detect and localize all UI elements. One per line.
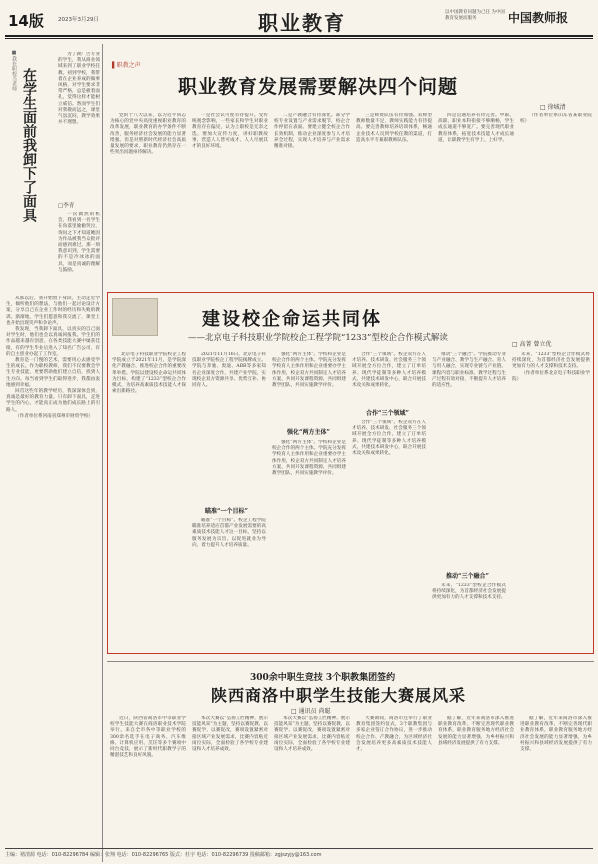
left-paragraph: （作者单位系河南省郑州市财贸学校）	[15, 413, 94, 419]
left-paragraph: 我发现，当我卸下面具，以真实的自己面对学生时，他们也会以真诚回报我。学生们的作品越来越有创意，在各类技能大赛中屡获佳绩，有的学生毕业后进入了知名广告公司，有的自主创业办起了工作室。	[6, 327, 100, 357]
left-article-body-bottom	[6, 296, 100, 844]
masthead-rule-thin	[5, 38, 593, 39]
feature-paragraph: 强化“两方主体”。学校和企业是校企合作的两个主体。学院充分发挥学校育人主体作用和企业重要办学主体作用，校企双方共同制定人才培养方案、共同开发课程资源、共同组建教学团队、共同实施教学评价。	[272, 440, 346, 477]
bottom-article-author: □ 通讯员 尚聪	[291, 708, 331, 715]
top-article-col-1	[110, 113, 186, 285]
paper-slogan: 以中国教育问题为己任 为中国教育发展而服务	[445, 10, 505, 21]
left-article-body-mid	[58, 212, 100, 292]
bottom-col-1	[110, 716, 186, 844]
feature-paragraph: 推动“三个融合”。学院推动专业与产业融合、教学与生产融合、育人与用人融合，实现专业链与产业链、课程内容与职业标准、教学过程与生产过程有效对接，不断提升人才培养的适应性。	[432, 352, 506, 389]
bottom-col-3	[274, 716, 350, 844]
bottom-paragraph: 近日，陕西省商洛市中等职业学校学生技能大赛在商洛职业技术学院举行。来自全市各中等职业学校的300余名选手在电子商务、汽车维修、计算机应用、烹饪等多个赛项中同台竞技，展示了新时代职教学子的精湛技艺和良好风貌。	[110, 716, 186, 759]
column-tag: ▌职教之声	[112, 62, 141, 69]
feature-col-2-bottom	[192, 518, 266, 648]
feature-col-4-top	[352, 352, 426, 404]
left-paragraph: 从那以后，我开始放下身段，主动走近学生，倾听他们的想法，与他们一起讨论设计方案，分享自己在企业工作时的经历和失败的教训。渐渐地，学生们愿意和我交流了，课堂上也开始出现笑声和争论声。	[6, 296, 100, 326]
top-paragraph: （作者单位系山东省某职业院校）	[520, 113, 592, 125]
issue-date: 2023年3月29日	[58, 17, 99, 23]
top-article-title: 职业教育发展需要解决四个问题	[178, 76, 459, 98]
top-article-col-4	[356, 113, 432, 285]
feature-subtitle: ——北京电子科技职业学院校企工程学院“1233”型校企合作模式解读	[188, 333, 448, 343]
top-paragraph: 二是产教融合有待深化。部分学校专业设置与产业需求脱节，校企合作停留在表面。要建立健全校企合作长效机制，推动企业深度参与人才培养全过程，实现人才培养与产业需求精准对接。	[274, 113, 350, 150]
feature-title: 建设校企命运共同体	[202, 309, 382, 330]
bottom-col-6	[520, 716, 592, 844]
top-paragraph: 一是社会认可度有待提升。受传统观念影响，一些家长和学生对职业教育存在偏见，认为上职校是无奈之选。要加大宣传力度，讲好职教故事，营造人人皆可成才、人人尽展其才的良好环境。	[192, 113, 268, 150]
feature-logo-image	[112, 298, 158, 336]
top-article-col-3	[274, 113, 350, 285]
feature-subhead-4: 推动“三个融合”	[446, 573, 489, 580]
top-article-col-5	[438, 113, 514, 285]
top-article-col-6	[520, 113, 592, 285]
page-number: 14版	[8, 12, 44, 30]
feature-col-6	[512, 352, 590, 648]
footer-rule	[5, 848, 593, 849]
feature-subhead-3: 合作“三个领域”	[366, 410, 409, 417]
feature-paragraph: 瞄准“一个目标”。校企工程学院瞄准培养适应首都产业发展需要的高素质技术技能人才这一目标，坚持以服务发展为宗旨、以促进就业为导向，着力提升人才培养质量。	[192, 518, 266, 548]
feature-paragraph: 未来，“1233”型校企合作模式将持续深化，为首都经济社会发展提供更加有力的人才支撑和技术支持。	[432, 583, 506, 601]
feature-paragraph: 北京电子科技职业学院校企工程学院成立于2021年11月，是学院深化产教融合、推进校企合作的重要改革举措。学院以建设校企命运共同体为目标，构建了“1233”型校企合作模式，为培养高素质技术技能人才探索出新路径。	[112, 352, 186, 395]
feature-paragraph: 强化“两方主体”。学校和企业是校企合作的两个主体。学院充分发挥学校育人主体作用和企业重要办学主体作用，校企双方共同制定人才培养方案、共同开发课程资源、共同组建教学团队、共同实施教学评价。	[272, 352, 346, 389]
section-title: 职业教育	[258, 11, 346, 35]
footer-credits: 主编：褚清源 电话：010-82296784 编辑：张翔 电话：010-82296765 版式：杜宇 电话：010-82296739 投稿邮箱：zgjszyjy@163.com	[5, 852, 322, 858]
bottom-paragraph: 大赛期间，商洛市还举行了职业教育集团签约仪式，3个职教集团与多家企业签订合作协议，进一步推动校企合作、产教融合，为区域经济社会发展培养更多高素质技术技能人才。	[356, 716, 432, 753]
left-column-divider	[102, 44, 103, 862]
feature-col-4-bottom	[352, 420, 426, 648]
left-paragraph: 为了教广告专业的学生，我从商业领域来到了职业学校任教。初到学校，我带着在企业养成的做事风格，对学生要求非常严格，总是板着面孔，觉得这样才能树立威信。然而学生们对我敬而远之，课堂气氛沉闷，教学效果并不理想。	[58, 52, 100, 126]
top-paragraph: 四是贯通培养有待完善。中职、高职、职业本科衔接不够顺畅，学生成长通道不够宽广。要完善现代职业教育体系，拓宽技术技能人才成长通道，让职教学生有学上、上好学。	[438, 113, 514, 143]
feature-col-3-bottom	[272, 440, 346, 648]
bottom-col-2	[192, 716, 268, 844]
left-column-subtitle: ■我在职校当老师	[11, 50, 17, 91]
bottom-paragraph: 本次大赛以“弘扬工匠精神、展示技能风采”为主题，坚持以赛促教、以赛促学、以赛促改，赛项设置紧密对接区域产业发展需求，比赛内容贴近岗位实际，全面检验了各学校专业建设和人才培养成效。	[274, 716, 350, 753]
feature-paragraph: （作者单位系北京电子科技职业学院）	[512, 370, 590, 382]
top-paragraph: 三是师资队伍有待加强。双师型教师数量不足，教师实践能力有待提高。要完善教师培养培训体系，畅通企业技术人员到学校任教的渠道，打造高水平专兼职教师队伍。	[356, 113, 432, 143]
masthead-rule	[5, 35, 593, 37]
feature-paragraph: 未来，“1233”型校企合作模式将持续深化，为首都经济社会发展提供更加有力的人才支撑和技术支持。	[512, 352, 590, 370]
left-article-author: □李青	[58, 203, 75, 209]
feature-paragraph: 合作“三个领域”。校企双方在人才培养、技术研发、社会服务三个领域开展全方位合作，建立了订单培养、现代学徒制等多种人才培养模式，共建技术研发中心，联合开展技术攻关和成果转化。	[352, 420, 426, 457]
bottom-article-title: 陕西商洛中职学生技能大赛展风采	[211, 686, 467, 705]
left-article-body-top	[58, 52, 100, 192]
feature-col-1	[112, 352, 186, 648]
feature-paragraph: 2021年11月16日，北京电子科技职业学院校企工程学院揭牌成立。学院与奔驰、奥迪、ABB等多家知名企业深度合作，共建产业学院，实现校企双方资源共享、优势互补、协同育人。	[192, 352, 266, 389]
feature-paragraph: 合作“三个领域”。校企双方在人才培养、技术研发、社会服务三个领域开展全方位合作，建立了订单培养、现代学徒制等多种人才培养模式，共建技术研发中心，联合开展技术攻关和成果转化。	[352, 352, 426, 389]
bottom-paragraph: 据了解，近年来商洛市深入推进职业教育改革，不断完善现代职业教育体系，职业教育服务地方经济社会发展的能力显著增强，为乡村振兴和县域经济发展提供了有力支撑。	[438, 716, 514, 746]
feature-subhead-2: 强化“两方主体”	[287, 429, 330, 436]
left-article-title: 在学生面前我卸下了面具	[21, 68, 37, 222]
bottom-article-kicker: 300余中职生竞技 3个职教集团签约	[250, 673, 396, 683]
bottom-paragraph: 据了解，近年来商洛市深入推进职业教育改革，不断完善现代职业教育体系，职业教育服务地方经济社会发展的能力显著增强，为乡村振兴和县域经济发展提供了有力支撑。	[520, 716, 592, 753]
top-article-author: □ 徐城清	[540, 104, 566, 111]
left-paragraph: 回首这些年的教学经历，我深深体会到，真诚是最好的教育力量。只有卸下面具，走进学生的内心，才能真正成为他们成长路上的引路人。	[6, 389, 100, 413]
feature-col-2-top	[192, 352, 266, 492]
top-article-col-2	[192, 113, 268, 285]
feature-subhead-1: 瞄准“一个目标”	[205, 508, 248, 515]
bottom-paragraph: 本次大赛以“弘扬工匠精神、展示技能风采”为主题，坚持以赛促教、以赛促学、以赛促改，赛项设置紧密对接区域产业发展需求，比赛内容贴近岗位实际，全面检验了各学校专业建设和人才培养成效。	[192, 716, 268, 753]
feature-col-5-top	[432, 352, 506, 566]
bottom-col-5	[438, 716, 514, 844]
top-paragraph: 党的十八大以来，以习近平同志为核心的党中央高度重视职业教育的改革发展，职业教育的办学条件不断改善，服务经济社会发展的能力显著增强。但是对照新时代经济社会高质量发展的要求，职业教育仍然存在一些突出问题亟待解决。	[110, 113, 186, 156]
feature-author: □ 高菁 曾立优	[512, 341, 552, 348]
masthead	[0, 0, 598, 44]
bottom-col-4	[356, 716, 432, 844]
left-paragraph: 教育是一门慢的艺术，需要用心去感受学生的成长。作为职校教师，我们不仅要教会学生专业技能，更要帮助他们建立自信，找到人生方向。每当看到学生们取得进步，我都由衷地感到幸福。	[6, 358, 100, 388]
bottom-article-rule	[107, 661, 594, 662]
feature-col-5-bottom	[432, 583, 506, 648]
newspaper-name: 中国教师报	[508, 11, 569, 25]
left-paragraph: 一次偶然的机会，我看到一名学生在角落里偷偷哭泣，询问之下才知道她因为作品被我当众批评而感到难过。那一刻我意识到，学生需要的不是冷冰冰的面具，而是真诚的理解与鼓励。	[58, 212, 100, 273]
feature-col-3-top	[272, 352, 346, 424]
